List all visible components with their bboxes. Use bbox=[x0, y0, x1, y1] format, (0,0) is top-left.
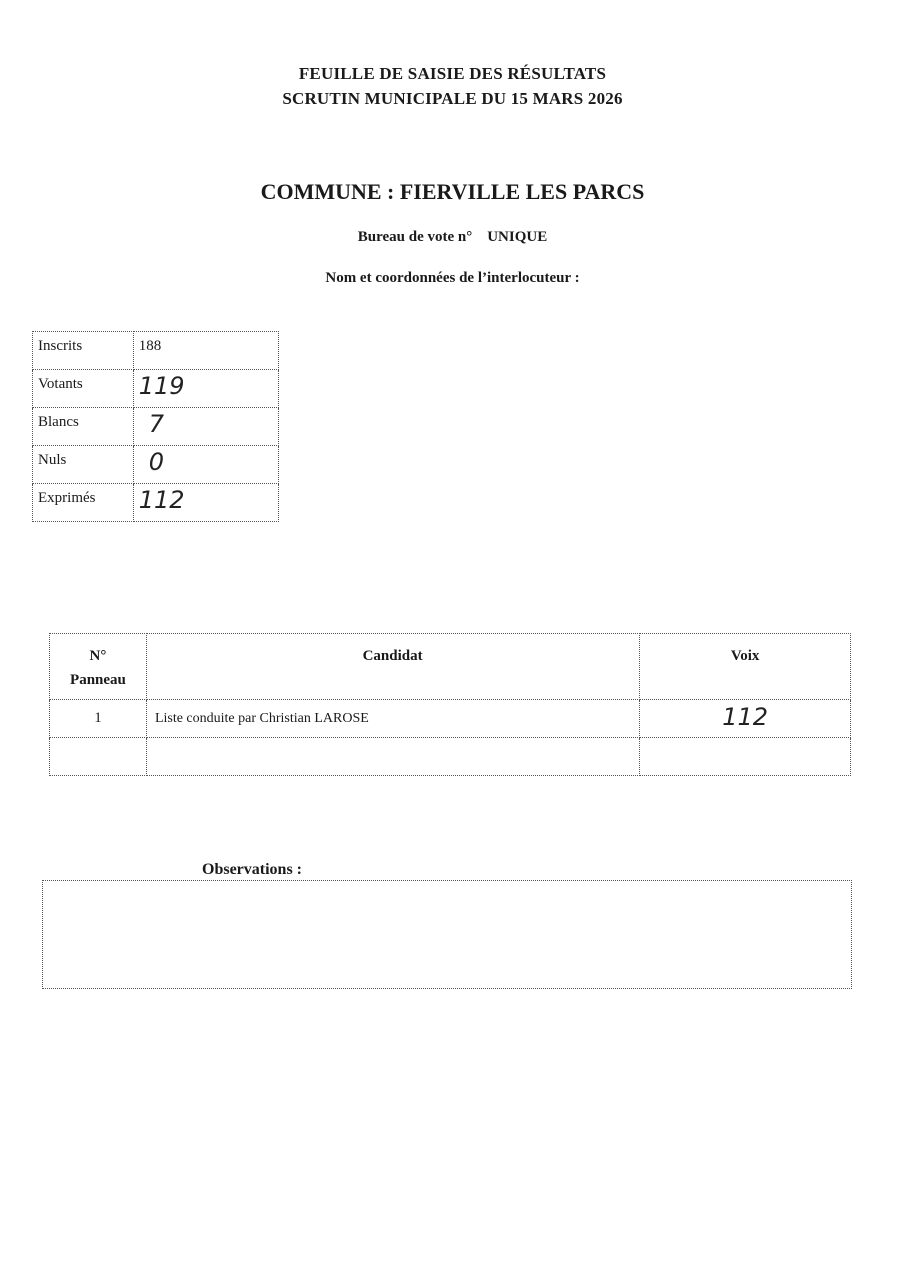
table-header-row bbox=[50, 634, 851, 700]
header-title-line2: SCRUTIN MUNICIPALE DU 15 MARS 2026 bbox=[282, 89, 623, 108]
stats-value-cell bbox=[133, 370, 278, 408]
cell-voix bbox=[640, 700, 851, 738]
stats-row-exprimes bbox=[33, 484, 279, 522]
handwritten-value: 7 bbox=[148, 410, 164, 438]
column-header-voix: Voix bbox=[640, 634, 851, 700]
stats-row-inscrits bbox=[33, 332, 279, 370]
stats-value-cell bbox=[133, 484, 278, 522]
observations-label: Observations : bbox=[202, 861, 302, 878]
candidates-table bbox=[49, 633, 851, 776]
cell-voix bbox=[640, 738, 851, 776]
stats-row-blancs bbox=[33, 408, 279, 446]
handwritten-value: 119 bbox=[138, 372, 185, 400]
column-header-panneau: N° Panneau bbox=[50, 634, 147, 700]
header-title-line1: FEUILLE DE SAISIE DES RÉSULTATS bbox=[298, 64, 607, 83]
interlocuteur-label: Nom et coordonnées de l’interlocuteur : bbox=[325, 270, 580, 286]
stats-label: Inscrits bbox=[33, 332, 134, 370]
stats-label: Exprimés bbox=[33, 484, 134, 522]
stats-value-cell bbox=[133, 446, 278, 484]
handwritten-voix: 112 bbox=[722, 703, 769, 731]
handwritten-value: 112 bbox=[138, 486, 185, 514]
cell-candidat bbox=[146, 738, 639, 776]
cell-candidat: Liste conduite par Christian LAROSE bbox=[146, 700, 639, 738]
stats-row-nuls bbox=[33, 446, 279, 484]
table-row bbox=[50, 738, 851, 776]
bureau-de-vote: Bureau de vote n° UNIQUE bbox=[357, 229, 548, 245]
commune-title: COMMUNE : FIERVILLE LES PARCS bbox=[260, 179, 645, 204]
stats-row-votants bbox=[33, 370, 279, 408]
handwritten-value: 0 bbox=[148, 448, 164, 476]
cell-panneau bbox=[50, 738, 147, 776]
stats-label: Blancs bbox=[33, 408, 134, 446]
stats-label: Votants bbox=[33, 370, 134, 408]
observations-box bbox=[42, 880, 852, 989]
results-summary-table bbox=[32, 331, 279, 522]
cell-panneau: 1 bbox=[50, 700, 147, 738]
stats-value: 188 bbox=[133, 332, 278, 370]
table-row bbox=[50, 700, 851, 738]
column-header-candidat: Candidat bbox=[146, 634, 639, 700]
stats-value-cell bbox=[133, 408, 278, 446]
stats-label: Nuls bbox=[33, 446, 134, 484]
